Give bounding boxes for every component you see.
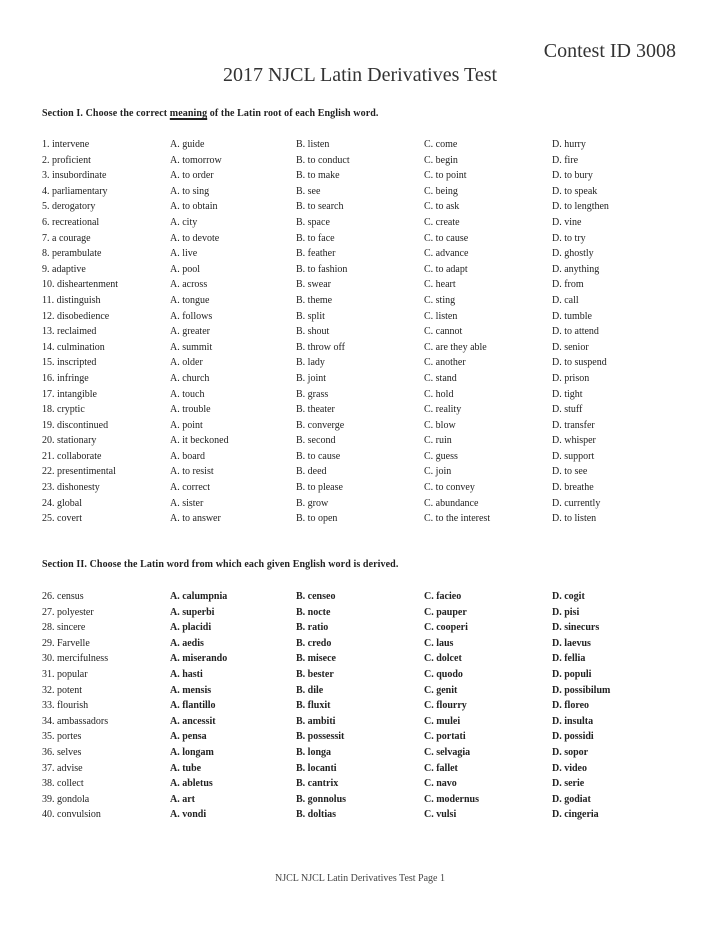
question-row bbox=[42, 402, 682, 418]
answer-option-c: C. vulsi bbox=[424, 809, 457, 821]
answer-option-a: A. greater bbox=[170, 326, 210, 338]
question-word: 39. gondola bbox=[42, 793, 90, 805]
answer-option-a: A. miserando bbox=[170, 653, 228, 665]
answer-option-d: D. tight bbox=[552, 388, 583, 400]
answer-option-c: C. genit bbox=[424, 684, 458, 696]
answer-option-a: A. to obtain bbox=[170, 201, 218, 213]
answer-option-c: C. to the interest bbox=[424, 513, 491, 525]
answer-option-a: A. tomorrow bbox=[170, 154, 222, 166]
question-row bbox=[42, 605, 682, 621]
question-row bbox=[42, 246, 682, 262]
answer-option-a: A. superbi bbox=[170, 606, 215, 618]
question-row bbox=[42, 387, 682, 403]
answer-option-c: C. selvagia bbox=[424, 746, 471, 758]
answer-option-b: B. space bbox=[296, 216, 330, 228]
answer-option-c: C. portati bbox=[424, 731, 466, 743]
answer-option-b: B. ambiti bbox=[296, 715, 336, 727]
answer-option-d: D. possibilum bbox=[552, 684, 611, 696]
answer-option-d: D. possidi bbox=[552, 731, 594, 743]
question-word: 25. covert bbox=[42, 513, 82, 525]
answer-option-c: C. heart bbox=[424, 279, 456, 291]
question-word: 21. collaborate bbox=[42, 450, 102, 462]
answer-option-c: C. quodo bbox=[424, 668, 463, 680]
question-word: 24. global bbox=[42, 497, 82, 509]
answer-option-b: B. locanti bbox=[296, 762, 337, 774]
answer-option-c: C. to ask bbox=[424, 201, 460, 213]
answer-option-a: A. sister bbox=[170, 497, 204, 509]
answer-option-a: A. point bbox=[170, 419, 203, 431]
answer-option-b: B. feather bbox=[296, 248, 336, 260]
answer-option-c: C. stand bbox=[424, 372, 457, 384]
answer-option-d: D. anything bbox=[552, 263, 600, 275]
answer-option-b: B. theme bbox=[296, 294, 333, 306]
answer-option-b: B. credo bbox=[296, 637, 332, 649]
answer-option-a: A. trouble bbox=[170, 404, 211, 416]
answer-option-c: C. advance bbox=[424, 248, 469, 260]
answer-option-a: A. placidi bbox=[170, 622, 212, 634]
question-word: 4. parliamentary bbox=[42, 185, 108, 197]
question-row bbox=[42, 340, 682, 356]
answer-option-b: B. to cause bbox=[296, 450, 341, 462]
answer-option-b: B. to conduct bbox=[296, 154, 350, 166]
answer-option-a: A. tongue bbox=[170, 294, 210, 306]
question-row bbox=[42, 355, 682, 371]
answer-option-c: C. guess bbox=[424, 450, 458, 462]
answer-option-d: D. pisi bbox=[552, 606, 580, 618]
answer-option-c: C. cannot bbox=[424, 326, 463, 338]
question-word: 15. inscripted bbox=[42, 357, 97, 369]
answer-option-b: B. grow bbox=[296, 497, 329, 509]
answer-option-a: A. to answer bbox=[170, 513, 221, 525]
answer-option-b: B. misece bbox=[296, 653, 336, 665]
answer-option-d: D. currently bbox=[552, 497, 601, 509]
answer-option-c: C. abundance bbox=[424, 497, 479, 509]
answer-option-a: A. pensa bbox=[170, 731, 207, 743]
answer-option-a: A. calumpnia bbox=[170, 591, 228, 602]
answer-option-a: A. touch bbox=[170, 388, 205, 400]
answer-option-c: C. cooperi bbox=[424, 622, 468, 634]
answer-option-c: C. to point bbox=[424, 170, 467, 182]
question-row bbox=[42, 168, 682, 184]
answer-option-a: A. board bbox=[170, 450, 205, 462]
question-word: 19. discontinued bbox=[42, 419, 109, 431]
answer-option-d: D. to try bbox=[552, 232, 586, 244]
question-word: 13. reclaimed bbox=[42, 326, 97, 338]
answer-option-c: C. modernus bbox=[424, 793, 480, 805]
answer-option-c: C. blow bbox=[424, 419, 456, 431]
answer-option-c: C. are they able bbox=[424, 341, 487, 353]
question-word: 22. presentimental bbox=[42, 466, 116, 478]
question-word: 11. distinguish bbox=[42, 294, 101, 306]
question-row bbox=[42, 636, 682, 652]
question-word: 12. disobedience bbox=[42, 310, 110, 322]
answer-option-a: A. flantillo bbox=[170, 700, 216, 712]
question-row bbox=[42, 651, 682, 667]
section-1-heading-post: of the Latin root of each English word. bbox=[209, 108, 379, 119]
question-row bbox=[42, 293, 682, 309]
question-row bbox=[42, 776, 682, 792]
answer-option-a: A. mensis bbox=[170, 684, 212, 696]
answer-option-d: D. prison bbox=[552, 372, 590, 384]
answer-option-c: C. navo bbox=[424, 778, 457, 790]
section-1-heading bbox=[42, 108, 379, 119]
answer-option-b: B. cantrix bbox=[296, 778, 339, 790]
question-row bbox=[42, 418, 682, 434]
question-word: 29. Farvelle bbox=[42, 637, 90, 649]
answer-option-c: C. being bbox=[424, 185, 458, 197]
answer-option-b: B. swear bbox=[296, 279, 331, 291]
answer-option-a: A. it beckoned bbox=[170, 435, 229, 447]
answer-option-b: B. nocte bbox=[296, 606, 331, 618]
answer-option-d: D. ghostly bbox=[552, 248, 594, 260]
answer-option-d: D. stuff bbox=[552, 404, 583, 416]
question-word: 38. collect bbox=[42, 778, 84, 790]
answer-option-c: C. listen bbox=[424, 310, 458, 322]
answer-option-c: C. join bbox=[424, 466, 452, 478]
answer-option-d: D. to bury bbox=[552, 170, 593, 182]
answer-option-b: B. joint bbox=[296, 372, 327, 384]
question-word: 31. popular bbox=[42, 668, 88, 680]
question-row bbox=[42, 449, 682, 465]
question-row bbox=[42, 667, 682, 683]
question-row bbox=[42, 262, 682, 278]
question-row bbox=[42, 683, 682, 699]
answer-option-a: A. pool bbox=[170, 263, 200, 275]
page-footer: NJCL NJCL Latin Derivatives Test Page 1 bbox=[274, 873, 445, 884]
answer-option-b: B. fluxit bbox=[296, 700, 331, 712]
question-row bbox=[42, 589, 682, 605]
question-row bbox=[42, 199, 682, 215]
answer-option-a: A. city bbox=[170, 216, 198, 228]
answer-option-d: D. support bbox=[552, 450, 595, 462]
question-row bbox=[42, 215, 682, 231]
question-row bbox=[42, 309, 682, 325]
question-word: 6. recreational bbox=[42, 216, 100, 228]
question-row bbox=[42, 137, 682, 153]
answer-option-c: C. to adapt bbox=[424, 263, 468, 275]
answer-option-b: B. split bbox=[296, 310, 325, 322]
question-word: 32. potent bbox=[42, 684, 82, 696]
question-word: 28. sincere bbox=[42, 622, 86, 634]
section-1-heading-pre: Section I. Choose the correct bbox=[42, 108, 168, 119]
answer-option-d: D. insulta bbox=[552, 715, 594, 727]
answer-option-b: B. listen bbox=[296, 139, 330, 150]
answer-option-a: A. aedis bbox=[170, 637, 204, 649]
question-word: 2. proficient bbox=[42, 154, 91, 166]
answer-option-b: B. dile bbox=[296, 684, 324, 696]
answer-option-c: C. flourry bbox=[424, 700, 467, 712]
answer-option-d: D. fellia bbox=[552, 653, 586, 665]
answer-option-d: D. cogit bbox=[552, 591, 585, 602]
answer-option-c: C. hold bbox=[424, 388, 454, 400]
answer-option-d: D. call bbox=[552, 294, 579, 306]
answer-option-d: D. senior bbox=[552, 341, 589, 353]
answer-option-a: A. church bbox=[170, 372, 210, 384]
answer-option-a: A. across bbox=[170, 279, 208, 291]
question-word: 23. dishonesty bbox=[42, 482, 100, 494]
question-row bbox=[42, 464, 682, 480]
section-1-questions bbox=[42, 137, 682, 527]
answer-option-d: D. serie bbox=[552, 778, 585, 790]
answer-option-c: C. sting bbox=[424, 294, 456, 306]
answer-option-a: A. live bbox=[170, 248, 198, 260]
answer-option-b: B. longa bbox=[296, 746, 332, 758]
answer-option-b: B. grass bbox=[296, 388, 329, 400]
question-row bbox=[42, 184, 682, 200]
question-word: 37. advise bbox=[42, 762, 83, 774]
question-word: 36. selves bbox=[42, 746, 82, 758]
answer-option-d: D. laevus bbox=[552, 637, 591, 649]
answer-option-a: A. longam bbox=[170, 746, 214, 758]
answer-option-b: B. to open bbox=[296, 513, 338, 525]
question-word: 14. culmination bbox=[42, 341, 105, 353]
answer-option-d: D. godiat bbox=[552, 793, 591, 805]
answer-option-c: C. come bbox=[424, 139, 458, 150]
question-row bbox=[42, 792, 682, 808]
answer-option-b: B. lady bbox=[296, 357, 325, 369]
question-row bbox=[42, 620, 682, 636]
question-word: 30. mercifulness bbox=[42, 653, 109, 665]
answer-option-b: B. gonnolus bbox=[296, 793, 347, 805]
section-1-heading-emphasis: meaning bbox=[169, 108, 208, 119]
answer-option-d: D. from bbox=[552, 279, 584, 291]
answer-option-c: C. pauper bbox=[424, 606, 467, 618]
question-word: 18. cryptic bbox=[42, 404, 85, 416]
question-row bbox=[42, 433, 682, 449]
answer-option-d: D. transfer bbox=[552, 419, 595, 431]
answer-option-c: C. mulei bbox=[424, 715, 461, 727]
question-row bbox=[42, 511, 682, 527]
contest-id: Contest ID 3008 bbox=[543, 40, 676, 62]
answer-option-b: B. to search bbox=[296, 201, 344, 213]
answer-option-d: D. to attend bbox=[552, 326, 599, 338]
answer-option-a: A. vondi bbox=[170, 809, 207, 821]
answer-option-c: C. to convey bbox=[424, 482, 475, 494]
answer-option-d: D. floreo bbox=[552, 700, 590, 712]
answer-option-b: B. throw off bbox=[296, 341, 345, 353]
question-word: 10. disheartenment bbox=[42, 279, 119, 291]
question-row bbox=[42, 480, 682, 496]
answer-option-b: B. to face bbox=[296, 232, 335, 244]
question-row bbox=[42, 277, 682, 293]
answer-option-d: D. video bbox=[552, 762, 587, 774]
answer-option-d: D. vine bbox=[552, 216, 582, 228]
answer-option-b: B. see bbox=[296, 185, 321, 197]
question-row bbox=[42, 807, 682, 823]
answer-option-d: D. to see bbox=[552, 466, 588, 478]
answer-option-b: B. theater bbox=[296, 404, 335, 416]
answer-option-d: D. tumble bbox=[552, 310, 592, 322]
answer-option-a: A. guide bbox=[170, 139, 205, 150]
answer-option-a: A. to resist bbox=[170, 466, 214, 478]
answer-option-b: B. shout bbox=[296, 326, 330, 338]
answer-option-c: C. dolcet bbox=[424, 653, 462, 665]
answer-option-a: A. ancessit bbox=[170, 715, 216, 727]
answer-option-a: A. art bbox=[170, 793, 195, 805]
answer-option-d: D. to lengthen bbox=[552, 201, 609, 213]
answer-option-d: D. to speak bbox=[552, 185, 598, 197]
answer-option-b: B. censeo bbox=[296, 591, 336, 602]
answer-option-c: C. another bbox=[424, 357, 466, 369]
question-row bbox=[42, 231, 682, 247]
answer-option-d: D. to listen bbox=[552, 513, 597, 525]
question-word: 8. perambulate bbox=[42, 248, 102, 260]
section-2-questions bbox=[42, 589, 682, 823]
question-word: 7. a courage bbox=[42, 232, 91, 244]
question-word: 1. intervene bbox=[42, 139, 90, 150]
question-word: 33. flourish bbox=[42, 700, 89, 712]
answer-option-c: C. laus bbox=[424, 637, 454, 649]
answer-option-c: C. begin bbox=[424, 154, 458, 166]
question-word: 5. derogatory bbox=[42, 201, 96, 213]
answer-option-b: B. second bbox=[296, 435, 336, 447]
answer-option-b: B. to make bbox=[296, 170, 340, 182]
answer-option-c: C. fallet bbox=[424, 762, 458, 774]
question-word: 35. portes bbox=[42, 731, 82, 743]
answer-option-b: B. to fashion bbox=[296, 263, 348, 275]
answer-option-c: C. ruin bbox=[424, 435, 452, 447]
answer-option-b: B. deed bbox=[296, 466, 327, 478]
answer-option-a: A. tube bbox=[170, 762, 202, 774]
question-word: 9. adaptive bbox=[42, 263, 86, 275]
question-word: 27. polyester bbox=[42, 606, 94, 618]
answer-option-d: D. fire bbox=[552, 154, 579, 166]
answer-option-d: D. to suspend bbox=[552, 357, 607, 369]
answer-option-d: D. sinecurs bbox=[552, 622, 600, 634]
answer-option-d: D. cingeria bbox=[552, 809, 599, 821]
answer-option-b: B. converge bbox=[296, 419, 345, 431]
answer-option-b: B. ratio bbox=[296, 622, 329, 634]
question-word: 20. stationary bbox=[42, 435, 97, 447]
question-word: 26. census bbox=[42, 591, 84, 602]
answer-option-a: A. hasti bbox=[170, 668, 203, 680]
section-2-heading: Section II. Choose the Latin word from which each given English word is derived. bbox=[42, 559, 399, 570]
answer-option-a: A. follows bbox=[170, 310, 213, 322]
question-row bbox=[42, 714, 682, 730]
answer-option-d: D. hurry bbox=[552, 139, 586, 150]
question-word: 3. insubordinate bbox=[42, 170, 107, 182]
question-row bbox=[42, 729, 682, 745]
answer-option-a: A. older bbox=[170, 357, 203, 369]
question-word: 40. convulsion bbox=[42, 809, 101, 821]
answer-option-d: D. whisper bbox=[552, 435, 596, 447]
question-row bbox=[42, 745, 682, 761]
question-row bbox=[42, 761, 682, 777]
question-row bbox=[42, 496, 682, 512]
answer-option-b: B. possessit bbox=[296, 731, 345, 743]
answer-option-d: D. breathe bbox=[552, 482, 594, 494]
answer-option-b: B. doltias bbox=[296, 809, 337, 821]
question-row bbox=[42, 153, 682, 169]
answer-option-c: C. facieo bbox=[424, 591, 462, 602]
question-word: 34. ambassadors bbox=[42, 715, 109, 727]
answer-option-c: C. reality bbox=[424, 404, 462, 416]
answer-option-a: A. correct bbox=[170, 482, 210, 494]
question-row bbox=[42, 698, 682, 714]
answer-option-b: B. to please bbox=[296, 482, 343, 494]
answer-option-d: D. sopor bbox=[552, 746, 589, 758]
answer-option-a: A. to order bbox=[170, 170, 214, 182]
question-word: 16. infringe bbox=[42, 372, 89, 384]
answer-option-a: A. to sing bbox=[170, 185, 210, 197]
answer-option-b: B. bester bbox=[296, 668, 334, 680]
question-row bbox=[42, 371, 682, 387]
answer-option-a: A. abletus bbox=[170, 778, 213, 790]
answer-option-d: D. populi bbox=[552, 668, 592, 680]
answer-option-c: C. to cause bbox=[424, 232, 469, 244]
test-title: 2017 NJCL Latin Derivatives Test bbox=[222, 64, 498, 86]
answer-option-a: A. summit bbox=[170, 341, 213, 353]
question-row bbox=[42, 324, 682, 340]
answer-option-a: A. to devote bbox=[170, 232, 220, 244]
answer-option-c: C. create bbox=[424, 216, 460, 228]
question-word: 17. intangible bbox=[42, 388, 97, 400]
